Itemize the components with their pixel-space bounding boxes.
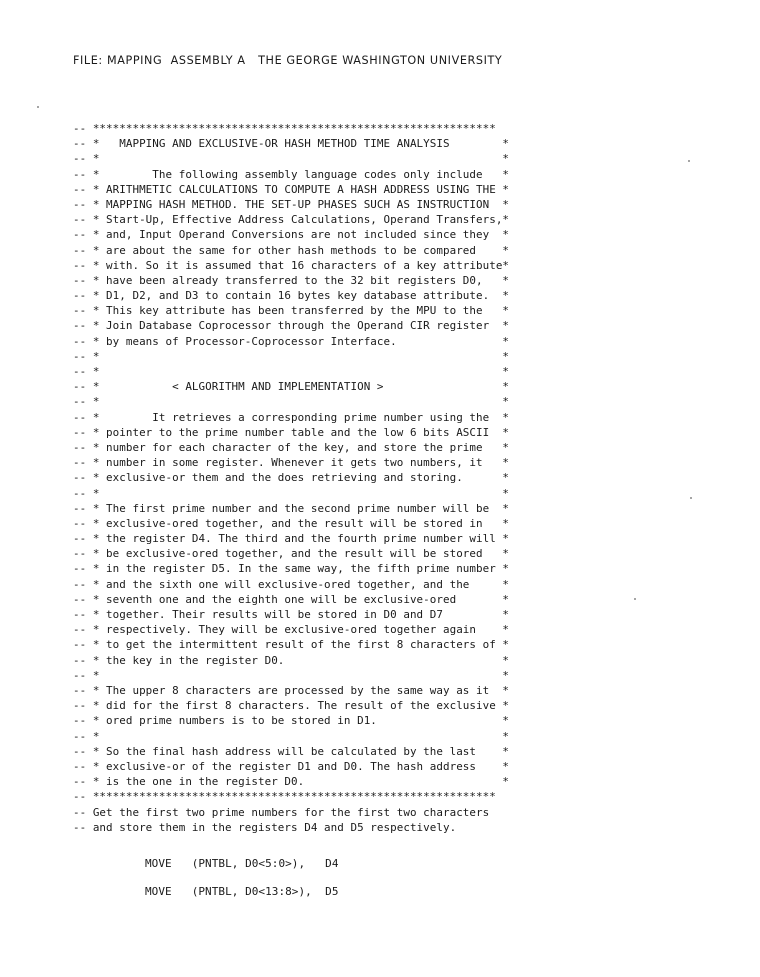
comment-line: -- * ARITHMETIC CALCULATIONS TO COMPUTE A HASH ADDRESS USING THE * [73, 182, 510, 196]
code-block [145, 850, 339, 906]
comment-line: -- * So the final hash address will be calculated by the last * [73, 744, 510, 758]
comment-line: -- * and the sixth one will exclusive-ored together, and the * [73, 577, 510, 591]
comment-line: -- and store them in the registers D4 and D5 respectively. [73, 821, 457, 835]
comment-line: -- * exclusive-or them and the does retrieving and storing. * [73, 471, 510, 485]
comment-line: -- * did for the first 8 characters. The result of the exclusive * [73, 699, 510, 713]
comment-line: -- * The upper 8 characters are processed by the same way as it * [73, 683, 510, 697]
code-line: MOVE (PNTBL, D0<5:0>), D4 [145, 857, 339, 870]
comment-line: -- * The following assembly language codes only include * [73, 167, 510, 181]
comment-line: -- * number in some register. Whenever it gets two numbers, it * [73, 456, 510, 470]
comment-line: -- * * [73, 395, 510, 409]
comment-line: -- ************************************************************* [73, 790, 496, 804]
comment-line: -- * respectively. They will be exclusive-ored together again * [73, 623, 510, 637]
comment-line: -- * together. Their results will be stored in D0 and D7 * [73, 608, 510, 621]
comment-line: -- * with. So it is assumed that 16 characters of a key attribute* [73, 258, 510, 272]
scan-speck [688, 160, 690, 162]
comment-line: -- * exclusive-or of the register D1 and D0. The hash address * [73, 759, 510, 773]
comment-line: -- * The first prime number and the second prime number will be * [73, 501, 510, 515]
comment-line: -- * Start-Up, Effective Address Calculations, Operand Transfers,* [73, 213, 510, 227]
comment-line: -- * and, Input Operand Conversions are not included since they * [73, 228, 510, 242]
comment-line: -- * It retrieves a corresponding prime number using the * [73, 410, 510, 424]
comment-line: -- * the key in the register D0. * [73, 653, 510, 667]
comment-line: -- * the register D4. The third and the fourth prime number will * [73, 532, 510, 546]
comment-line: -- * * [73, 365, 510, 378]
lead-comment [73, 805, 489, 835]
comment-line: -- * exclusive-ored together, and the result will be stored in * [73, 516, 510, 530]
comment-line: -- * to get the intermittent result of the first 8 characters of * [73, 638, 510, 652]
comment-line: -- * * [73, 152, 510, 166]
comment-line: -- * is the one in the register D0. * [73, 775, 510, 789]
comment-line: -- * < ALGORITHM AND IMPLEMENTATION > * [73, 380, 510, 394]
comment-line: -- * pointer to the prime number table and the low 6 bits ASCII * [73, 425, 510, 439]
comment-line: -- * by means of Processor-Coprocessor Interface. * [73, 334, 510, 348]
comment-line: -- * * [73, 349, 510, 363]
scan-speck [634, 598, 636, 600]
comment-line: -- Get the first two prime numbers for the first two characters [73, 806, 490, 819]
comment-line: -- * * [73, 486, 510, 500]
comment-line: -- ************************************************************* [73, 122, 496, 135]
comment-line: -- * MAPPING AND EXCLUSIVE-OR HASH METHOD TIME ANALYSIS * [73, 137, 510, 151]
scan-speck [37, 106, 39, 108]
comment-line: -- * number for each character of the key, and store the prime * [73, 440, 510, 454]
comment-line: -- * D1, D2, and D3 to contain 16 bytes key database attribute. * [73, 289, 510, 303]
comment-line: -- * are about the same for other hash methods to be compared * [73, 243, 510, 257]
file-header: FILE: MAPPING ASSEMBLY A THE GEORGE WASHINGTON UNIVERSITY [73, 54, 503, 67]
code-line: MOVE (PNTBL, D0<13:8>), D5 [145, 885, 339, 898]
comment-block [73, 121, 509, 804]
comment-line: -- * * [73, 668, 510, 682]
comment-line: -- * Join Database Coprocessor through the Operand CIR register * [73, 319, 510, 333]
comment-line: -- * in the register D5. In the same way, the fifth prime number * [73, 562, 510, 576]
comment-line: -- * have been already transferred to the 32 bit registers D0, * [73, 273, 510, 287]
comment-line: -- * ored prime numbers is to be stored in D1. * [73, 714, 510, 728]
comment-line: -- * MAPPING HASH METHOD. THE SET-UP PHASES SUCH AS INSTRUCTION * [73, 197, 510, 211]
comment-line: -- * This key attribute has been transferred by the MPU to the * [73, 304, 510, 318]
scan-speck [690, 497, 692, 499]
comment-line: -- * be exclusive-ored together, and the result will be stored * [73, 547, 510, 561]
comment-line: -- * seventh one and the eighth one will be exclusive-ored * [73, 592, 510, 606]
comment-line: -- * * [73, 729, 510, 743]
